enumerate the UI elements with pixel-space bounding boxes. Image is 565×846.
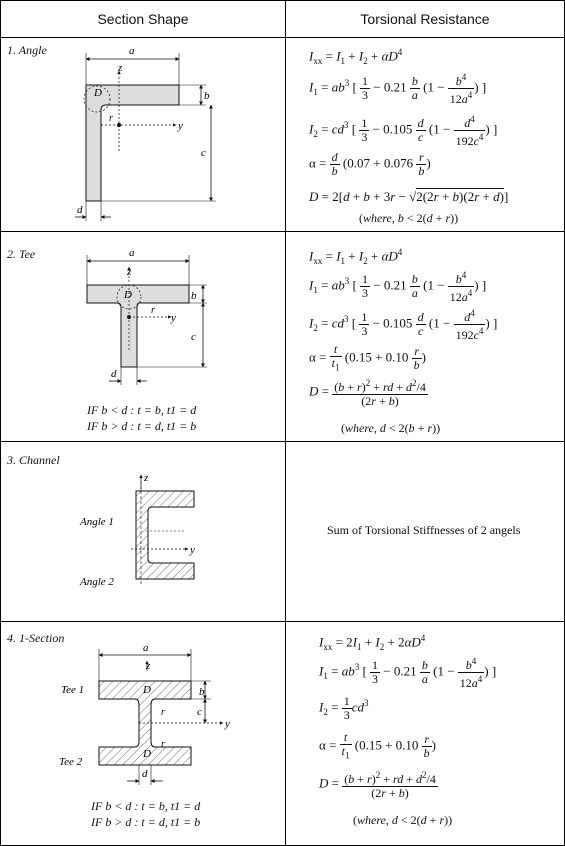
formula-i-alpha: α = $\frac{t}{t_1}$ (0.15 + 0.10 $\frac{r}{b}$ ) <box>319 730 437 761</box>
axis-label-z: z <box>127 266 132 278</box>
axis-label-z: z <box>146 660 151 672</box>
dim-label-d: d <box>111 368 117 380</box>
formula-i-i2: $I_2$ = $\frac{1}{3}$ $cd^3$ <box>319 694 369 722</box>
label-tee-1: Tee 1 <box>61 684 85 696</box>
dim-label-a: a <box>143 642 149 654</box>
axis-label-y: y <box>190 544 195 556</box>
dim-label-b: b <box>204 90 210 102</box>
axis-label-y: y <box>225 718 230 730</box>
label-r: r <box>109 113 113 124</box>
column-divider <box>285 1 286 845</box>
formula-i-D: D = $\frac{(b + r)^2 + rd + d^2/4}{(2r + b)}$ <box>319 770 436 800</box>
row-divider <box>1 621 564 622</box>
formula-tee-D: D = $\frac{(b + r)^2 + rd + d^2/4}{(2r + b)}$ <box>309 378 426 408</box>
formula-angle-ixx: $I_{xx} = I_1 + I_2 + \alpha D^4$ <box>309 47 403 66</box>
label-tee-2: Tee 2 <box>59 756 83 768</box>
formula-angle-i1: $I_1 = ab^3$ [ $\frac{1}{3}$ − 0.21 $\frac{b}{a}$ (1 − $\frac{b^4}{12a^4}$ ) ] <box>309 72 487 106</box>
i-section-note-1: IF b < d : t = b, t1 = d <box>91 799 201 813</box>
axis-label-y: y <box>171 312 176 324</box>
axis-label-z: z <box>118 62 123 74</box>
dim-label-c: c <box>201 147 206 159</box>
dim-label-d: d <box>77 204 83 216</box>
tee-note-2: IF b > d : t = d, t1 = b <box>87 419 197 433</box>
angle-section-diagram <box>61 41 231 226</box>
formula-tee-alpha: α = $\frac{t}{t_1}$ (0.15 + 0.10 $\frac{r}{b}$ ) <box>309 342 427 373</box>
label-D-bottom: D <box>143 748 151 760</box>
table-header <box>1 1 564 38</box>
label-r-bottom: r <box>161 739 165 750</box>
dim-label-c: c <box>197 706 202 718</box>
row-title-channel: 3. Channel <box>7 453 60 467</box>
row-title-tee: 2. Tee <box>7 247 36 261</box>
formula-angle-alpha: α = $\frac{d}{b}$ (0.07 + 0.076 $\frac{r}{b}$ ) <box>309 150 431 178</box>
formula-angle-condition: (where, b < 2(d + r)) <box>359 211 459 225</box>
row-title-i-section: 4. 1-Section <box>7 631 65 645</box>
dim-label-a: a <box>129 45 135 57</box>
channel-section-diagram <box>76 471 226 601</box>
label-angle-1: Angle 1 <box>80 516 114 528</box>
dim-label-b: b <box>199 686 205 698</box>
formula-tee-condition: (where, d < 2(b + r)) <box>341 421 441 435</box>
axis-label-y: y <box>178 120 183 132</box>
formula-tee-i1: $I_1 = ab^3$ [ $\frac{1}{3}$ − 0.21 $\frac{b}{a}$ (1 − $\frac{b^4}{12a^4}$ ) ] <box>309 270 487 304</box>
row-title-angle: 1. Angle <box>7 43 47 57</box>
label-D-top: D <box>143 684 151 696</box>
tee-section-diagram <box>71 245 231 395</box>
col-header-section-shape: Section Shape <box>97 11 189 27</box>
label-r-top: r <box>161 707 165 718</box>
label-r: r <box>151 305 155 316</box>
dim-label-d: d <box>142 768 148 780</box>
formula-tee-ixx: $I_{xx} = I_1 + I_2 + \alpha D^4$ <box>309 247 403 266</box>
channel-sum-text: Sum of Torsional Stiffnesses of 2 angels <box>327 523 521 537</box>
formula-angle-D: D = 2[d + b + 3r − √2(2r + b)(2r + d)] <box>309 189 509 204</box>
row-divider <box>1 231 564 232</box>
label-D: D <box>124 289 132 301</box>
i-section-note-2: IF b > d : t = d, t1 = b <box>91 815 201 829</box>
formula-i-i1: $I_1 = ab^3$ [ $\frac{1}{3}$ − 0.21 $\frac{b}{a}$ (1 − $\frac{b^4}{12a^4}$ ) ] <box>319 656 497 690</box>
col-header-torsional-resistance: Torsional Resistance <box>360 11 490 27</box>
formula-tee-i2: $I_2 = cd^3$ [ $\frac{1}{3}$ − 0.105 $\frac{d}{c}$ (1 − $\frac{d^4}{192c^4}$ ) ] <box>309 308 498 342</box>
tee-note-1: IF b < d : t = b, t1 = d <box>87 403 197 417</box>
formula-i-condition: (where, d < 2(d + r)) <box>353 813 453 827</box>
label-D: D <box>94 87 102 99</box>
dim-label-b: b <box>191 290 197 302</box>
row-divider <box>1 441 564 442</box>
formula-i-ixx: $I_{xx} = 2I_1 + I_2 + 2\alpha D^4$ <box>319 633 426 652</box>
formula-angle-i2: $I_2 = cd^3$ [ $\frac{1}{3}$ − 0.105 $\frac{d}{c}$ (1 − $\frac{d^4}{192c^4}$ ) ] <box>309 114 498 148</box>
dim-label-c: c <box>191 331 196 343</box>
axis-label-z: z <box>144 472 149 484</box>
i-section-diagram <box>51 641 241 791</box>
label-angle-2: Angle 2 <box>80 576 114 588</box>
dim-label-a: a <box>129 247 135 259</box>
